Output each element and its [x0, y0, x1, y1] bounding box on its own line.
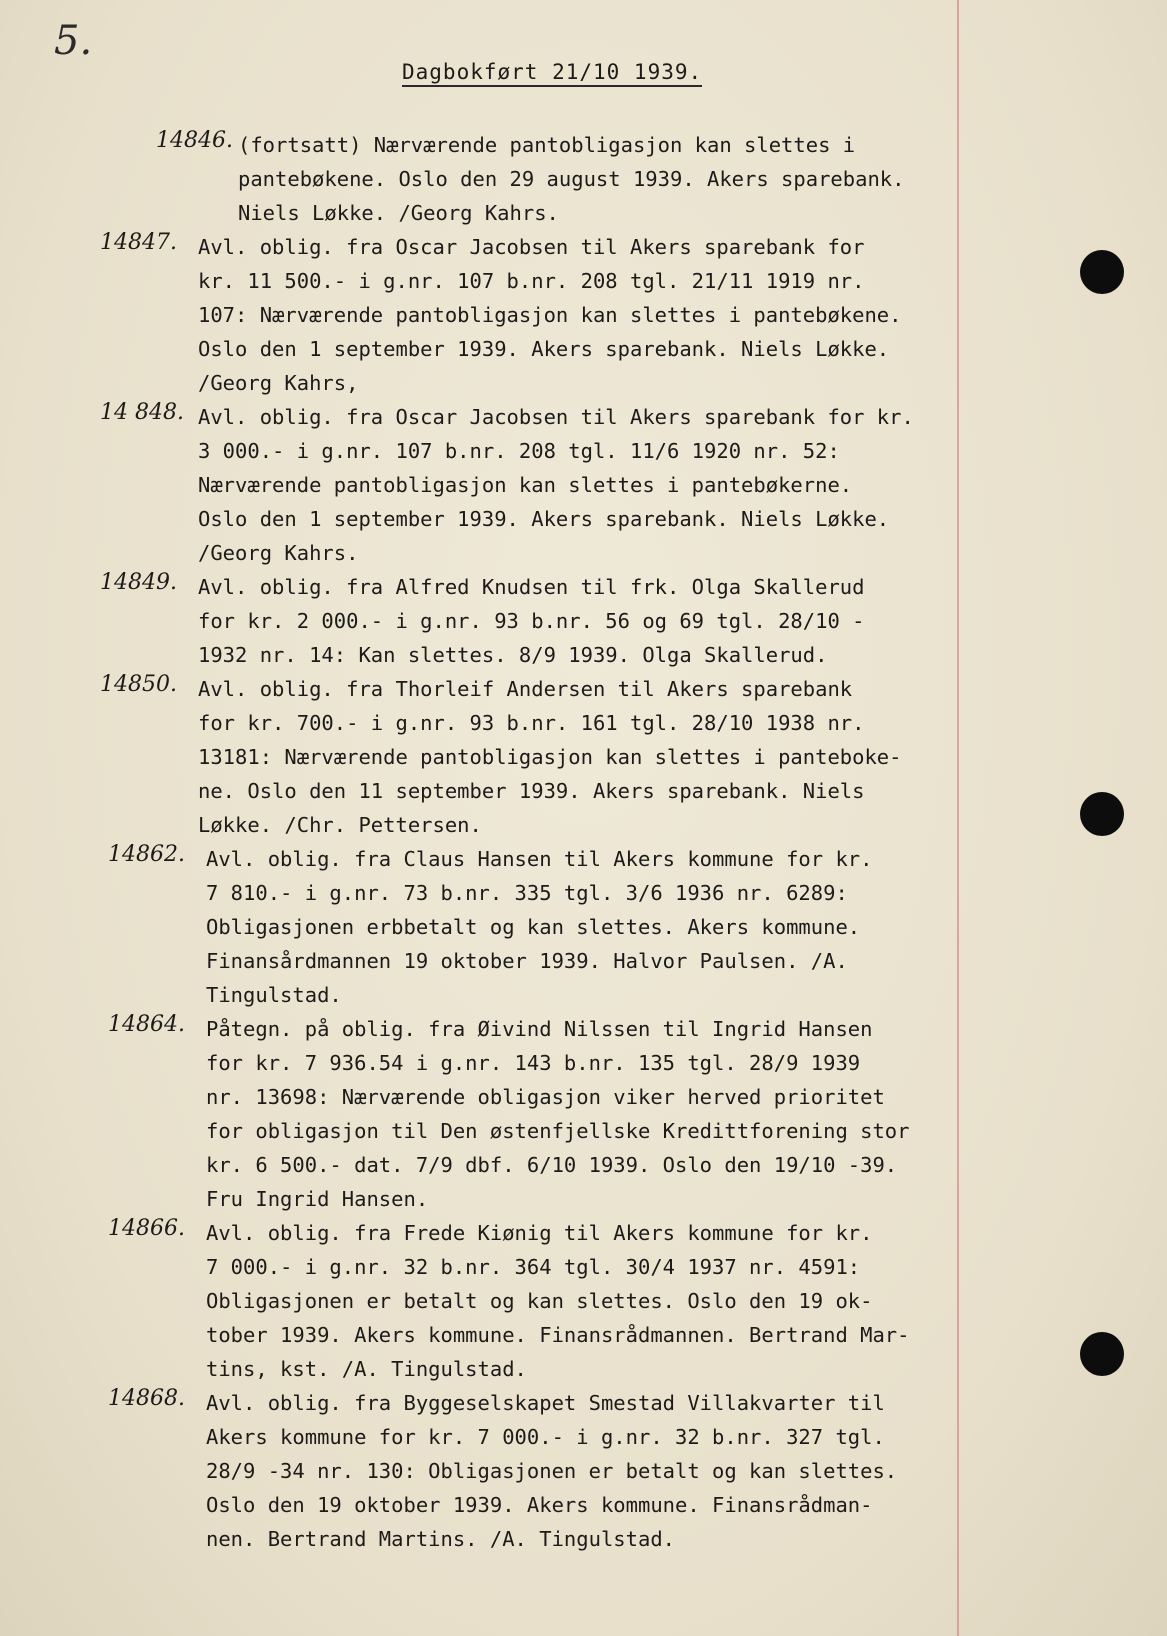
entry-line: for kr. 7 936.54 i g.nr. 143 b.nr. 135 tgl. 28/9 1939 — [206, 1051, 861, 1075]
punch-hole-middle — [1080, 792, 1124, 836]
punch-hole-bottom — [1080, 1332, 1124, 1376]
entry-line: kr. 6 500.- dat. 7/9 dbf. 6/10 1939. Oslo den 19/10 -39. — [206, 1153, 898, 1177]
entry-line: tober 1939. Akers kommune. Finansrådmannen. Bertrand Mar- — [206, 1323, 910, 1347]
entry-line: 13181: Nærværende pantobligasjon kan slettes i panteboke- — [198, 745, 902, 769]
entry-line: for obligasjon til Den østenfjellske Kredittforening stor — [206, 1119, 910, 1143]
entry-number: 14846. — [156, 128, 233, 153]
entry-line: 3 000.- i g.nr. 107 b.nr. 208 tgl. 11/6 1920 nr. 52: — [198, 439, 840, 463]
entry-line: /Georg Kahrs, — [198, 371, 359, 395]
punch-hole-top — [1080, 250, 1124, 294]
entry-line: nen. Bertrand Martins. /A. Tingulstad. — [206, 1527, 675, 1551]
entry-line: nr. 13698: Nærværende obligasjon viker herved prioritet — [206, 1085, 885, 1109]
entry-line: 28/9 -34 nr. 130: Obligasjonen er betalt og kan slettes. — [206, 1459, 898, 1483]
entry-line: 107: Nærværende pantobligasjon kan slettes i pantebøkene. — [198, 303, 902, 327]
entry-line: Oslo den 1 september 1939. Akers sparebank. Niels Løkke. — [198, 337, 890, 361]
entry-line: Niels Løkke. /Georg Kahrs. — [238, 201, 559, 225]
entry-line: kr. 11 500.- i g.nr. 107 b.nr. 208 tgl. 21/11 1919 nr. — [198, 269, 865, 293]
page-number: 5. — [54, 18, 93, 64]
entry-line: for kr. 700.- i g.nr. 93 b.nr. 161 tgl. 28/10 1938 nr. — [198, 711, 865, 735]
entry-number: 14850. — [100, 672, 177, 697]
entry-line: Akers kommune for kr. 7 000.- i g.nr. 32 b.nr. 327 tgl. — [206, 1425, 885, 1449]
entry-line: Avl. oblig. fra Claus Hansen til Akers kommune for kr. — [206, 847, 873, 871]
entry-line: Avl. oblig. fra Alfred Knudsen til frk. Olga Skallerud — [198, 575, 865, 599]
entry-line: Finansårdmannen 19 oktober 1939. Halvor Paulsen. /A. — [206, 949, 848, 973]
entry-line: (fortsatt) Nærværende pantobligasjon kan slettes i — [238, 133, 856, 157]
entry-line: /Georg Kahrs. — [198, 541, 359, 565]
entry-line: Obligasjonen er betalt og kan slettes. Oslo den 19 ok- — [206, 1289, 873, 1313]
entry-number: 14864. — [108, 1012, 185, 1037]
entry-line: Nærværende pantobligasjon kan slettes i pantebøkerne. — [198, 473, 853, 497]
entry-line: Avl. oblig. fra Thorleif Andersen til Akers sparebank — [198, 677, 853, 701]
entry-number: 14847. — [100, 230, 177, 255]
entry-line: 7 810.- i g.nr. 73 b.nr. 335 tgl. 3/6 1936 nr. 6289: — [206, 881, 848, 905]
entry-number: 14 848. — [100, 400, 184, 425]
entry-line: Løkke. /Chr. Pettersen. — [198, 813, 482, 837]
entry-line: Fru Ingrid Hansen. — [206, 1187, 429, 1211]
entry-line: tins, kst. /A. Tingulstad. — [206, 1357, 527, 1381]
entry-line: Avl. oblig. fra Frede Kiønig til Akers kommune for kr. — [206, 1221, 873, 1245]
entry-line: 7 000.- i g.nr. 32 b.nr. 364 tgl. 30/4 1937 nr. 4591: — [206, 1255, 861, 1279]
entry-line: pantebøkene. Oslo den 29 august 1939. Akers sparebank. — [238, 167, 905, 191]
entry-number: 14866. — [108, 1216, 185, 1241]
entry-line: Obligasjonen erbbetalt og kan slettes. Akers kommune. — [206, 915, 861, 939]
entry-line: Avl. oblig. fra Oscar Jacobsen til Akers sparebank for kr. — [198, 405, 914, 429]
entry-line: ne. Oslo den 11 september 1939. Akers sparebank. Niels — [198, 779, 865, 803]
entry-line: Oslo den 19 oktober 1939. Akers kommune. Finansrådman- — [206, 1493, 873, 1517]
entry-line: Påtegn. på oblig. fra Øivind Nilssen til Ingrid Hansen — [206, 1017, 873, 1041]
entry-number: 14862. — [108, 842, 185, 867]
entry-line: Avl. oblig. fra Oscar Jacobsen til Akers sparebank for — [198, 235, 865, 259]
entry-line: for kr. 2 000.- i g.nr. 93 b.nr. 56 og 69 tgl. 28/10 - — [198, 609, 865, 633]
red-margin-line — [957, 0, 959, 1636]
page-header: Dagbokført 21/10 1939. — [402, 60, 702, 87]
entry-number: 14868. — [108, 1386, 185, 1411]
entry-line: Tingulstad. — [206, 983, 342, 1007]
entry-line: Oslo den 1 september 1939. Akers sparebank. Niels Løkke. — [198, 507, 890, 531]
entry-line: Avl. oblig. fra Byggeselskapet Smestad Villakvarter til — [206, 1391, 885, 1415]
entry-number: 14849. — [100, 570, 177, 595]
entry-line: 1932 nr. 14: Kan slettes. 8/9 1939. Olga Skallerud. — [198, 643, 828, 667]
